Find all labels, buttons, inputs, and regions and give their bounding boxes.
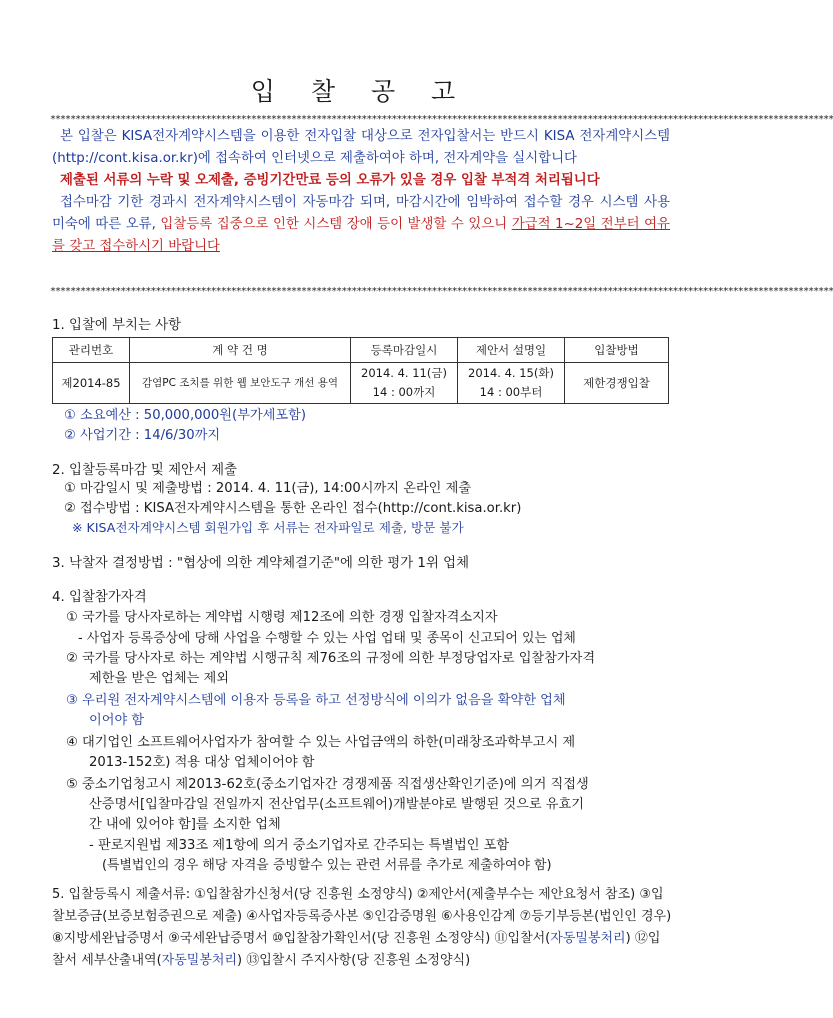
table-header-row [53, 338, 669, 363]
section5-paragraph [52, 884, 672, 972]
section2-note: ※ KISA전자계약시스템 회원가입 후 서류는 전자파일로 제출, 방문 불가 [72, 520, 464, 535]
notice-p3-part3: 가급적 1~2일 전부터 여유를 갖고 접수하시기 바랍니다 [52, 217, 670, 254]
section2-item-1: ① 마감일시 및 제출방법 : 2014. 4. 11(금), 14:00시까지 온라인 제출 [64, 481, 472, 496]
table-header: 제안서 설명일 [458, 338, 565, 363]
table-header: 관리번호 [53, 338, 130, 363]
table-cell-id: 제2014-85 [53, 363, 130, 404]
section5-docs-1: ①입찰참가신청서(당 진흥원 소정양식) ②제안서(제출부수는 제안요청서 참조) ③입찰보증금(보증보험증권으로 제출) ④사업자등록증사본 ⑤인감증명원 ⑥사용인감계 ⑦등기부등본(법인인 경우) ⑧지방세완납증명서 ⑨국세완납증명서 ⑩입찰참가확인서(당 진흥원 소정양식) ⑪입찰서( [52, 887, 672, 946]
section4-line-10: 산증명서[입찰마감일 전일까지 전산업무(소프트웨어)개발분야로 발행된 것으로 유효기 [89, 797, 584, 812]
section4-line-8: 2013-152호) 적용 대상 업체이어야 함 [89, 755, 315, 770]
table-row [53, 363, 669, 404]
section5-auto-seal-1: 자동밀봉처리 [550, 931, 626, 946]
deadline-date: 2014. 4. 11(금) [361, 366, 447, 380]
section4-line-3: ② 국가를 당사자로 하는 계약법 시행규칙 제76조의 규정에 의한 부정당업자로 입찰참가자격 [66, 651, 596, 666]
briefing-time: 14 : 00부터 [479, 385, 543, 399]
table-cell-deadline [351, 363, 458, 404]
budget-line: ① 소요예산 : 50,000,000원(부가세포함) [64, 408, 307, 423]
separator-top: ************************************************************************************************************************************************************ [50, 114, 833, 125]
section3-heading: 3. 낙찰자 결정방법 : "협상에 의한 계약체결기준"에 의한 평가 1위 업체 [52, 556, 470, 571]
section4-line-4: 제한을 받은 업체는 제외 [89, 671, 229, 686]
notice-box [52, 126, 670, 258]
section5-docs-3: ) ⑬입찰시 주지사항(당 진흥원 소정양식) [237, 953, 471, 968]
section2-item-2: ② 접수방법 : KISA전자계약시스템을 통한 온라인 접수(http://cont.kisa.or.kr) [64, 501, 522, 516]
section4-line-6: 이어야 함 [89, 713, 145, 728]
page-title: 입 찰 공 고 [250, 77, 470, 106]
briefing-date: 2014. 4. 15(화) [468, 366, 554, 380]
section4-heading: 4. 입찰참가자격 [52, 590, 147, 605]
table-header: 계 약 건 명 [130, 338, 351, 363]
table-header: 등록마감일시 [351, 338, 458, 363]
table-cell-method: 제한경쟁입찰 [565, 363, 669, 404]
separator-bottom: ************************************************************************************************************************************************************ [50, 286, 833, 297]
section5-auto-seal-2: 자동밀봉처리 [161, 953, 238, 968]
section5-heading: 5. 입찰등록시 제출서류: [52, 887, 195, 902]
section4-line-7: ④ 대기업인 소프트웨어사업자가 참여할 수 있는 사업금액의 하한(미래창조과학부고시 제 [66, 735, 576, 750]
table-header: 입찰방법 [565, 338, 669, 363]
section2-heading: 2. 입찰등록마감 및 제안서 제출 [52, 463, 238, 478]
section4-line-2: - 사업자 등록증상에 당해 사업을 수행할 수 있는 사업 업태 및 종목이 신고되어 있는 업체 [78, 631, 576, 646]
section4-line-5: ③ 우리원 전자계약시스템에 이용자 등록을 하고 선정방식에 이의가 없음을 확약한 업체 [66, 693, 566, 708]
table-cell-name: 감염PC 조치를 위한 웹 보안도구 개선 용역 [130, 363, 351, 404]
section4-line-11: 간 내에 있어야 함]를 소지한 업체 [89, 817, 281, 832]
section1-heading: 1. 입찰에 부치는 사항 [52, 318, 182, 333]
section4-line-9: ⑤ 중소기업청고시 제2013-62호(중소기업자간 경쟁제품 직접생산확인기준)에 의거 직접생 [66, 777, 589, 792]
deadline-time: 14 : 00까지 [372, 385, 436, 399]
table-cell-briefing [458, 363, 565, 404]
notice-paragraph-2: 제출된 서류의 누락 및 오제출, 증빙기간만료 등의 오류가 있을 경우 입찰 부적격 처리됩니다 [60, 173, 600, 188]
notice-paragraph-3 [52, 192, 670, 258]
bid-table [52, 337, 669, 404]
section5-docs-2: ) ⑫입찰서 세부산출내역( [52, 931, 661, 968]
notice-paragraph-1: 본 입찰은 KISA전자계약시스템을 이용한 전자입찰 대상으로 전자입찰서는 반드시 KISA 전자계약시스템(http://cont.kisa.or.kr)에 접속하여 인터넷으로 제출하여야 하며, 전자계약을 실시합니다 [52, 129, 670, 166]
period-line: ② 사업기간 : 14/6/30까지 [64, 428, 221, 443]
notice-p3-part1: 접수마감 기한 경과시 전자계약시스템이 자동마감 되며, 마감시간에 임박하여 접수할 경우 시스템 사용 미숙에 따른 오류, [52, 195, 670, 232]
section4-line-12: - 판로지원법 제33조 제1항에 의거 중소기업자로 간주되는 특별법인 포함 [89, 838, 510, 853]
section4-line-1: ① 국가를 당사자로하는 계약법 시행령 제12조에 의한 경쟁 입찰자격소지자 [66, 610, 498, 625]
section4-line-13: (특별법인의 경우 해당 자격을 증빙할수 있는 관련 서류를 추가로 제출하여야 함) [102, 858, 552, 873]
notice-p3-part2: 입찰등록 집중으로 인한 시스템 장애 등이 발생할 수 있으니 [160, 217, 512, 232]
